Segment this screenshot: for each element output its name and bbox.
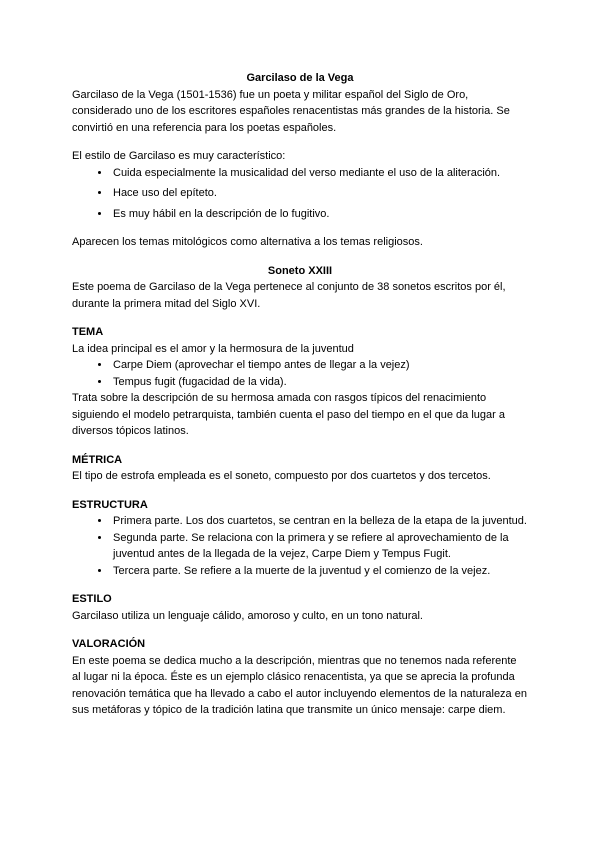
- themes-note: Aparecen los temas mitológicos como alternativa a los temas religiosos.: [72, 236, 423, 248]
- list-item: • Primera parte. Los dos cuartetos, se centran en la belleza de la etapa de la juventud.: [111, 513, 528, 530]
- valoracion-text: En este poema se dedica mucho a la descripción, mientras que no tenemos nada referente al lugar ni la época. Éste es un ejemplo clásico renacentista, ya que se aprecia la profunda renovación temática que ha llevado a cabo el autor incluyendo elementos de la naturaleza en sus metáforas y tópico de la tradición latina que transmite un único mensaje: carpe diem.: [72, 654, 527, 716]
- tema-intro: La idea principal es el amor y la hermosura de la juventud: [72, 342, 354, 355]
- metrica-heading: MÉTRICA: [72, 453, 123, 466]
- estilo-heading: ESTILO: [72, 593, 112, 605]
- tema-text: Trata sobre la descripción de su hermosa amada con rasgos típicos del renacimiento siguiendo el modelo petrarquista, también cuenta el paso del tiempo en el que da lugar a diversos tópicos latinos.: [72, 392, 505, 437]
- tema-list: [72, 357, 528, 390]
- estructura-list: [72, 513, 528, 579]
- estilo-text: Garcilaso utiliza un lenguaje cálido, amoroso y culto, en un tono natural.: [72, 609, 423, 622]
- style-list: [72, 165, 528, 223]
- valoracion-heading: VALORACIÓN: [72, 638, 146, 650]
- list-item: • Es muy hábil en la descripción de lo fugitivo.: [111, 206, 528, 223]
- document-title: Garcilaso de la Vega: [246, 72, 354, 84]
- style-intro: El estilo de Garcilaso es muy característico:: [72, 150, 286, 162]
- list-item: • Carpe Diem (aprovechar el tiempo antes de llegar a la vejez): [111, 357, 528, 374]
- list-item: • Tempus fugit (fugacidad de la vida).: [111, 374, 528, 391]
- metrica-text: El tipo de estrofa empleada es el soneto, compuesto por dos cuartetos y dos tercetos.: [72, 470, 491, 482]
- tema-heading: TEMA: [72, 326, 104, 338]
- estructura-heading: ESTRUCTURA: [72, 498, 148, 511]
- list-item: • Segunda parte. Se relaciona con la primera y se refiere al aprovechamiento de la juventud antes de la llegada de la vejez, Carpe Diem y Tempus Fugit.: [111, 530, 528, 563]
- intro-paragraph: Garcilaso de la Vega (1501-1536) fue un poeta y militar español del Siglo de Oro, considerado uno de los escritores españoles renacentistas más grandes de la historia. Se convirtió en una referencia para los poetas españoles.: [72, 88, 510, 134]
- list-item: • Cuida especialmente la musicalidad del verso mediante el uso de la aliteración.: [111, 165, 528, 182]
- sonnet-intro: Este poema de Garcilaso de la Vega pertenece al conjunto de 38 sonetos escritos por él, durante la primera mitad del Siglo XVI.: [72, 281, 506, 310]
- list-item: • Tercera parte. Se refiere a la muerte de la juventud y el comienzo de la vejez.: [111, 563, 528, 580]
- list-item: • Hace uso del epíteto.: [111, 185, 528, 202]
- section-subtitle: Soneto XXIII: [267, 264, 333, 277]
